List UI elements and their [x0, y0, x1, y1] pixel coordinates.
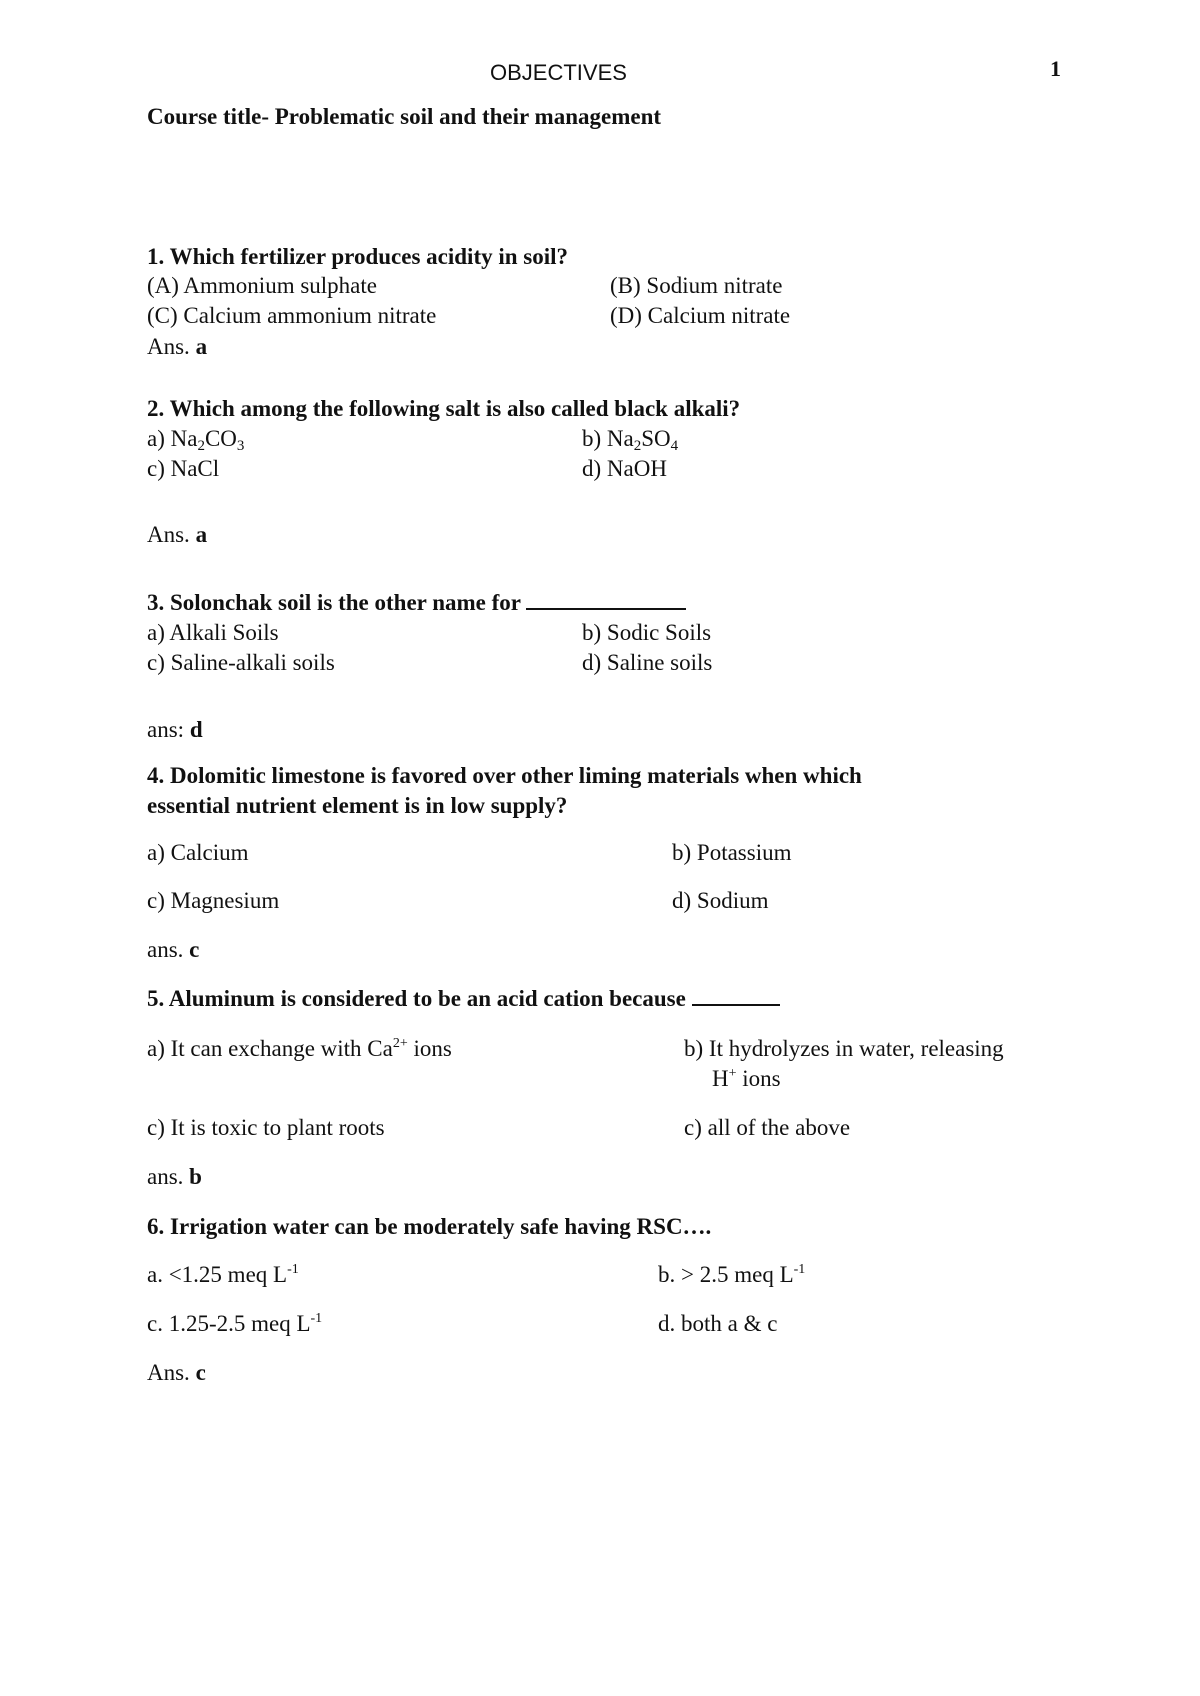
q4-option-c: c) Magnesium [147, 888, 280, 913]
answer-label: Ans. [147, 1360, 190, 1385]
q3-option-a: a) Alkali Soils [147, 620, 279, 645]
q6-answer [147, 1360, 206, 1386]
q5-option-c: c) It is toxic to plant roots [147, 1115, 385, 1140]
q1-option-c: (C) Calcium ammonium nitrate [147, 303, 437, 328]
q5-option-a: a) It can exchange with $Ca^{2+}$ ions [147, 1036, 452, 1061]
course-title: Course title- Problematic soil and their management [147, 104, 662, 129]
q1-answer [147, 334, 207, 360]
answer-blank [692, 986, 780, 1006]
q4-option-b: b) Potassium [672, 840, 792, 865]
q6-option-b: b. > 2.5 meq $L^{-1}$ [658, 1262, 806, 1287]
q2-option-d: d) NaOH [582, 456, 667, 481]
question-5: 5. Aluminum is considered to be an acid cation because [147, 986, 780, 1012]
page-number: 1 [1050, 56, 1061, 81]
question-3: 3. Solonchak soil is the other name for [147, 590, 686, 616]
answer-label: Ans. [147, 522, 190, 547]
q1-option-b: (B) Sodium nitrate [610, 273, 783, 298]
q3-option-b: b) Sodic Soils [582, 620, 712, 645]
answer-value: a [195, 522, 208, 547]
answer-label: Ans. [147, 334, 190, 359]
question-4-line-2: essential nutrient element is in low supply? [147, 793, 568, 818]
question-4-line-1: 4. Dolomitic limestone is favored over other liming materials when which [147, 763, 862, 788]
q5-option-b-line-1: b) It hydrolyzes in water, releasing [684, 1036, 1004, 1061]
answer-value: a [195, 334, 208, 359]
question-2: 2. Which among the following salt is also called black alkali? [147, 396, 741, 421]
q4-option-d: d) Sodium [672, 888, 769, 913]
q2-answer [147, 522, 207, 548]
answer-value: c [189, 937, 200, 962]
answer-value: b [189, 1164, 202, 1189]
q5-answer [147, 1164, 202, 1190]
answer-label: ans. [147, 1164, 184, 1189]
q6-option-c: c. 1.25-2.5 meq $L^{-1}$ [147, 1311, 323, 1336]
answer-label: ans. [147, 937, 184, 962]
question-1: 1. Which fertilizer produces acidity in soil? [147, 244, 569, 269]
q2-option-b: b) $Na_2SO_4$ [582, 426, 679, 454]
answer-blank [526, 590, 686, 610]
answer-value: d [189, 717, 203, 742]
q2-option-a: a) $Na_2CO_3$ [147, 426, 245, 454]
question-6: 6. Irrigation water can be moderately safe having RSC…. [147, 1214, 712, 1239]
q5-option-b-line-2: H+ ions [712, 1066, 781, 1091]
answer-value: c [195, 1360, 206, 1385]
q6-option-a: a. <1.25 meq $L^{-1}$ [147, 1262, 299, 1287]
q6-option-d: d. both a & c [658, 1311, 778, 1336]
q3-answer [147, 717, 203, 743]
q1-option-d: (D) Calcium nitrate [610, 303, 791, 328]
page-header-title: OBJECTIVES [490, 60, 627, 85]
q3-option-d: d) Saline soils [582, 650, 713, 675]
q4-answer [147, 937, 199, 963]
answer-label: ans: [147, 717, 185, 742]
q2-option-c: c) NaCl [147, 456, 220, 481]
q1-option-a: (A) Ammonium sulphate [147, 273, 377, 298]
q4-option-a: a) Calcium [147, 840, 249, 865]
q5-option-d: c) all of the above [684, 1115, 851, 1140]
q3-option-c: c) Saline-alkali soils [147, 650, 335, 675]
